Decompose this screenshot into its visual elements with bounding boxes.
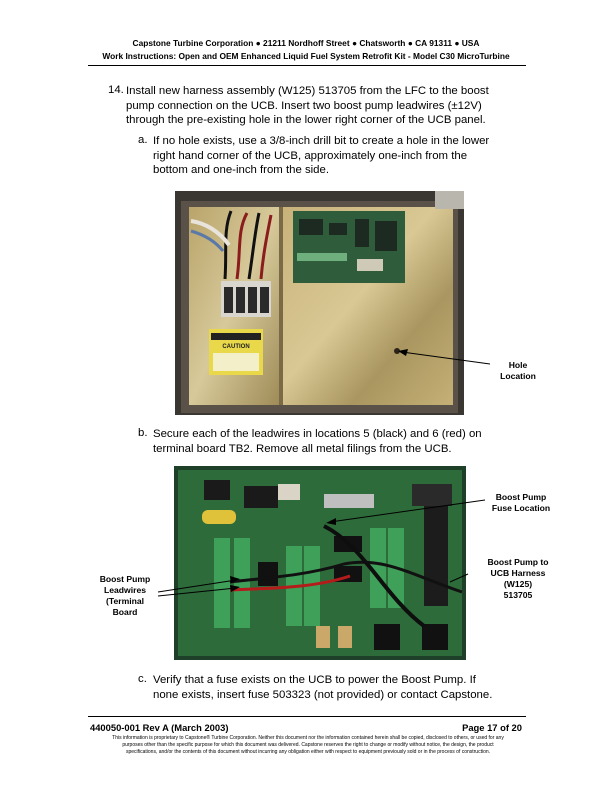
step-number: 14. [108, 84, 124, 96]
legal-line: purposes other than the specific purpose for which this document was delivered. Capstone reserves the right to change or modify without notice, the design, the product [122, 742, 494, 748]
leadwires-callout-line: Leadwires [103, 585, 147, 595]
harness-callout-line: 513705 [503, 590, 533, 600]
legal-line: This information is proprietary to Capstone® Turbine Corporation. Neither this document nor the information contained herein shall be copied, disclosed to others, or used for any [112, 735, 504, 741]
sub-a-line: If no hole exists, use a 3/8-inch drill bit to create a hole in the lower [153, 135, 490, 147]
fuse-location-callout [484, 492, 558, 514]
fuse-callout-line: Fuse Location [491, 503, 551, 513]
header-rule [88, 65, 526, 66]
leadwires-callout-line: Board [112, 607, 138, 617]
step-line: through the pre-existing hole in the lower right corner of the UCB panel. [126, 114, 486, 127]
leadwires-callout [92, 574, 158, 618]
legal-line: specifications, and/or the contents of this document without incurring any obligation either with respect to equipment previously sold or in the process of construction. [125, 749, 491, 755]
sub-b-line: terminal board TB2. Remove all metal filings from the UCB. [153, 442, 452, 455]
caution-label-text: CAUTION [222, 344, 250, 350]
sub-c-label: c. [138, 673, 147, 685]
fuse-callout-line: Boost Pump [495, 492, 547, 502]
sub-b-label: b. [138, 427, 148, 439]
hole-callout-line: Hole [508, 360, 528, 370]
header-title-line: Work Instructions: Open and OEM Enhanced Liquid Fuel System Retrofit Kit - Model C30 MicroTurbine [102, 51, 510, 61]
leadwires-callout-line: (Terminal [105, 596, 145, 606]
harness-callout-line: Boost Pump to [487, 557, 549, 567]
harness-callout [478, 557, 558, 601]
step-line: Install new harness assembly (W125) 513705 from the LFC to the boost [126, 85, 489, 97]
harness-callout-line: UCB Harness [490, 568, 546, 578]
sub-b-text [153, 427, 519, 456]
harness-callout-line: (W125) [503, 579, 533, 589]
footer-legal-notice [90, 735, 526, 756]
footer-page-number: Page 17 of 20 [462, 722, 522, 733]
ucb-panel-photo [175, 191, 464, 415]
leadwires-callout-line: Boost Pump [99, 574, 151, 584]
header-company-line: Capstone Turbine Corporation ● 21211 Nordhoff Street ● Chatsworth ● CA 91311 ● USA [132, 38, 480, 48]
hole-callout-line: Location [500, 371, 536, 381]
footer-rule [88, 716, 526, 717]
board-callout-arrows [90, 466, 510, 666]
step-line: pump connection on the UCB. Insert two boost pump leadwires (±12V) [126, 99, 482, 112]
sub-a-line: bottom and one-inch from the side. [153, 164, 330, 177]
sub-a-text [153, 134, 519, 178]
sub-b-line: Secure each of the leadwires in locations 5 (black) and 6 (red) on [153, 428, 482, 440]
sub-a-label: a. [138, 134, 148, 146]
step-instruction [126, 84, 522, 128]
sub-a-line: right hand corner of the UCB, approximately one-inch from the [153, 149, 468, 162]
sub-c-text [153, 673, 519, 702]
footer-doc-id: 440050-001 Rev A (March 2003) [90, 722, 229, 733]
sub-c-line: Verify that a fuse exists on the UCB to power the Boost Pump. If [153, 674, 476, 686]
sub-c-line: none exists, insert fuse 503323 (not provided) or contact Capstone. [153, 688, 493, 701]
hole-location-callout [488, 360, 548, 382]
